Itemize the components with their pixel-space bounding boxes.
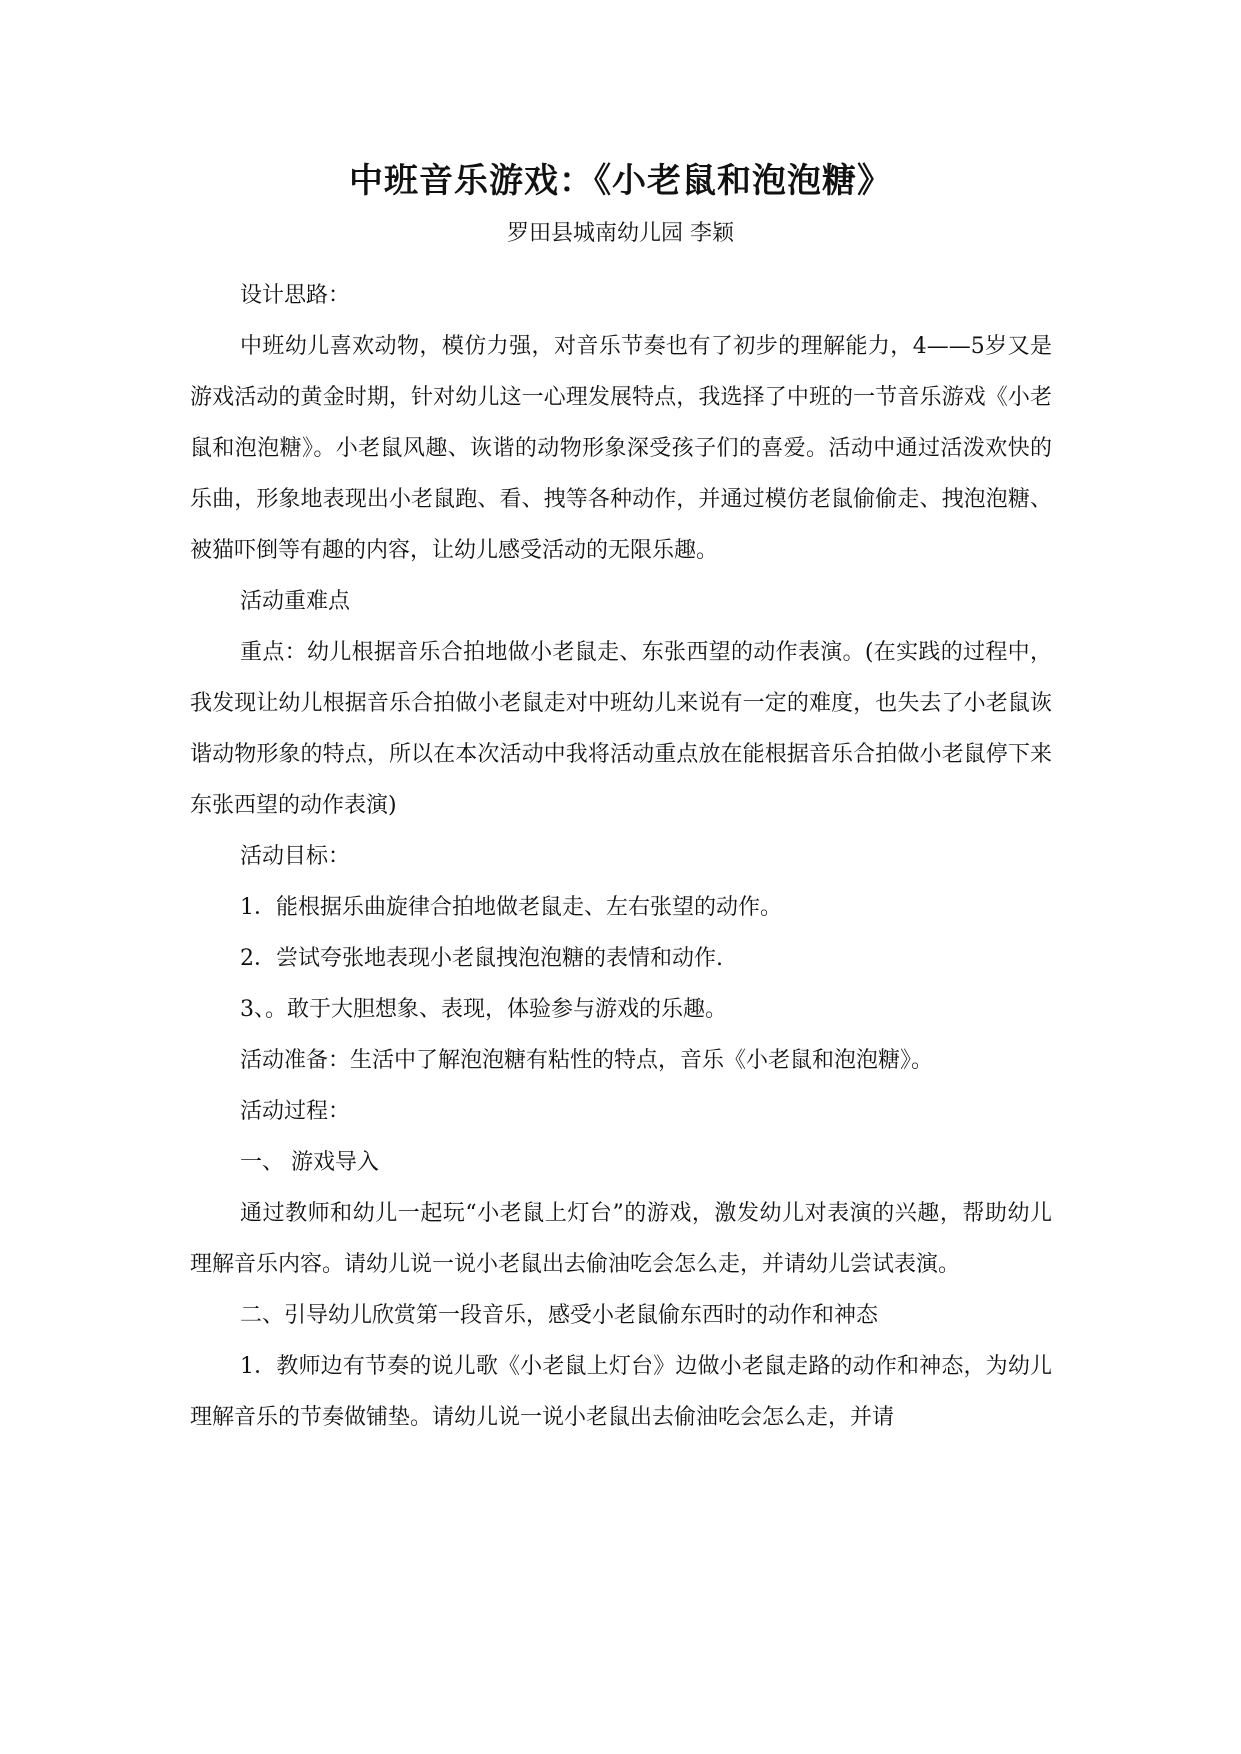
paragraph-step-2-1: 1．教师边有节奏的说儿歌《小老鼠上灯台》边做小老鼠走路的动作和神态，为幼儿理解音乐的节奏做铺垫。请幼儿说一说小老鼠出去偷油吃会怎么走，并请 [190, 1354, 1052, 1430]
section-heading-key-points: 活动重难点 [240, 589, 351, 614]
step-heading-1: 一、 游戏导入 [240, 1150, 379, 1175]
document-author: 罗田县城南幼儿园 李颖 [507, 221, 734, 246]
goal-item-2: 2．尝试夸张地表现小老鼠拽泡泡糖的表情和动作. [240, 946, 723, 971]
paragraph-key-points: 重点：幼儿根据音乐合拍地做小老鼠走、东张西望的动作表演。(在实践的过程中，我发现让幼儿根据音乐合拍做小老鼠走对中班幼儿来说有一定的难度，也失去了小老鼠诙谐动物形象的特点，所以在本次活动中我将活动重点放在能根据音乐合拍做小老鼠停下来东张西望的动作表演) [190, 640, 1052, 818]
paragraph-step-1: 通过教师和幼儿一起玩“小老鼠上灯台”的游戏，激发幼儿对表演的兴趣，帮助幼儿理解音乐内容。请幼儿说一说小老鼠出去偷油吃会怎么走，并请幼儿尝试表演。 [190, 1201, 1052, 1277]
goal-item-1: 1．能根据乐曲旋律合拍地做老鼠走、左右张望的动作。 [240, 895, 782, 920]
paragraph-design-idea: 中班幼儿喜欢动物，模仿力强，对音乐节奏也有了初步的理解能力，4——5岁又是游戏活动的黄金时期，针对幼儿这一心理发展特点，我选择了中班的一节音乐游戏《小老鼠和泡泡糖》。小老鼠风趣、诙谐的动物形象深受孩子们的喜爱。活动中通过活泼欢快的乐曲，形象地表现出小老鼠跑、看、拽等各种动作，并通过模仿老鼠偷偷走、拽泡泡糖、被猫吓倒等有趣的内容，让幼儿感受活动的无限乐趣。 [190, 334, 1052, 563]
step-heading-2: 二、引导幼儿欣赏第一段音乐，感受小老鼠偷东西时的动作和神态 [240, 1303, 879, 1328]
section-heading-design: 设计思路： [240, 283, 351, 308]
document-body [190, 270, 1052, 1443]
section-heading-goals: 活动目标： [240, 844, 351, 869]
goal-item-3: 3、。敢于大胆想象、表现，体验参与游戏的乐趣。 [240, 997, 727, 1022]
section-heading-process: 活动过程： [240, 1099, 351, 1124]
paragraph-preparation: 活动准备：生活中了解泡泡糖有粘性的特点，音乐《小老鼠和泡泡糖》。 [240, 1048, 934, 1073]
document-title: 中班音乐游戏：《小老鼠和泡泡糖》 [349, 161, 892, 201]
